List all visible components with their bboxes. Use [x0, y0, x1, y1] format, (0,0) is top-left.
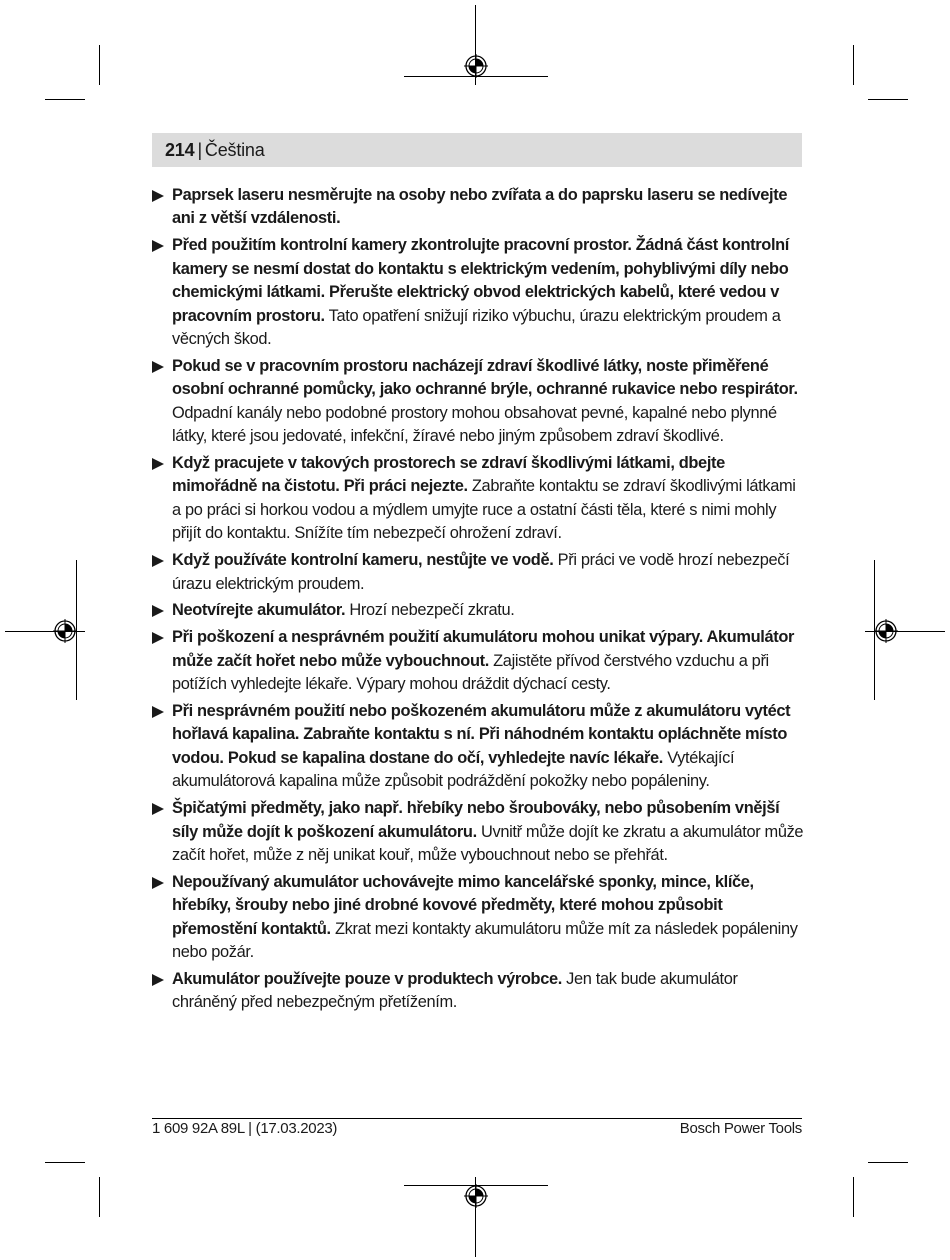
safety-item	[152, 549, 806, 596]
safety-item	[152, 700, 806, 794]
page-header	[152, 133, 802, 167]
safety-item-text: Uvnitř může dojít ke zkratu a akumulátor může začít hořet, může z něj unikat kouř, může vybouchnout nebo se přehřát.	[172, 822, 804, 864]
footer-divider	[152, 1118, 802, 1119]
bullet-arrow-icon	[152, 803, 164, 815]
safety-item-bold: Při nesprávném použití nebo poškozeném akumulátoru může z akumulátoru vytéct hořlavá kapalina. Zabraňte kontaktu s ní. Při náhodném kontaktu opláchněte místo vodou. Pokud se kapalina dostane do očí, vyhledejte navíc lékaře.	[172, 702, 791, 767]
safety-item-bold: Akumulátor používejte pouze v produktech výrobce.	[172, 970, 562, 988]
safety-item	[152, 871, 806, 965]
registration-target-icon	[53, 619, 77, 643]
safety-item-bold: Při poškození a nesprávném použití akumulátoru mohou unikat výpary. Akumulátor může začít hořet nebo může vybouchnout.	[172, 628, 795, 670]
safety-item-bold: Před použitím kontrolní kamery zkontrolujte pracovní prostor. Žádná část kontrolní kamery se nesmí dostat do kontaktu s elektrickým vedením, pohyblivými díly nebo chemickými látkami. Přerušte elektrický obvod elektrických kabelů, které vedou v pracovním prostoru.	[172, 236, 790, 325]
safety-item-bold: Když používáte kontrolní kameru, nestůjte ve vodě.	[172, 551, 554, 570]
bullet-arrow-icon	[152, 974, 164, 986]
safety-item-text: Odpadní kanály nebo podobné prostory mohou obsahovat pevné, kapalné nebo plynné látky, které jsou jedovaté, infekční, žíravé nebo jiným způsobem zdraví škodlivé.	[172, 403, 777, 446]
bullet-arrow-icon	[152, 240, 164, 252]
safety-item	[152, 184, 806, 231]
crop-mark	[99, 1177, 100, 1217]
safety-item-text: Zabraňte kontaktu se zdraví škodlivými látkami a po práci si horkou vodou a mýdlem umyjte ruce a ostatní části těla, které s nimi mohly přijít do kontaktu. Snížíte tím nebezpečí ohrožení zdraví.	[172, 477, 796, 543]
bullet-arrow-icon	[152, 706, 164, 718]
safety-item-bold: Pokud se v pracovním prostoru nacházejí zdraví škodlivé látky, noste přiměřené osobní ochranné pomůcky, jako ochranné brýle, ochranné rukavice nebo respirátor.	[172, 356, 798, 399]
header-separator: |	[197, 139, 202, 160]
safety-item-text: Vytékající akumulátorová kapalina může způsobit podráždění pokožky nebo popáleniny.	[172, 748, 735, 791]
safety-item	[152, 234, 806, 351]
bullet-arrow-icon	[152, 632, 164, 644]
document-id: 1 609 92A 89L | (17.03.2023)	[152, 1120, 338, 1137]
crop-mark	[868, 99, 908, 100]
bullet-arrow-icon	[152, 877, 164, 889]
crop-mark	[45, 99, 85, 100]
registration-target-icon	[874, 619, 898, 643]
crop-mark	[853, 1177, 854, 1217]
bullet-arrow-icon	[152, 190, 164, 202]
safety-item	[152, 452, 806, 546]
publisher-name: Bosch Power Tools	[679, 1120, 802, 1137]
safety-item-text: Zajistěte přívod čerstvého vzduchu a při potížích vyhledejte lékaře. Výpary mohou dráždit dýchací cesty.	[172, 651, 769, 694]
safety-item-bold: Když pracujete v takových prostorech se zdraví škodlivými látkami, dbejte mimořádně na čistotu. Při práci nejezte.	[172, 453, 725, 496]
bullet-arrow-icon	[152, 605, 164, 617]
safety-item	[152, 968, 806, 1015]
safety-item-text: Jen tak bude akumulátor chráněný před nebezpečným přetížením.	[172, 970, 738, 1012]
registration-target-icon	[464, 54, 488, 78]
safety-item	[152, 797, 806, 867]
bullet-arrow-icon	[152, 361, 164, 373]
safety-item-bold: Špičatými předměty, jako např. hřebíky nebo šroubováky, nebo působením vnější síly může dojít k poškození akumulátoru.	[172, 799, 780, 841]
safety-item-bold: Paprsek laseru nesměrujte na osoby nebo zvířata a do paprsku laseru se nedívejte ani z větší vzdálenosti.	[172, 186, 788, 228]
bullet-arrow-icon	[152, 555, 164, 567]
safety-item	[152, 355, 806, 449]
safety-item	[152, 626, 806, 696]
crop-mark	[45, 1162, 85, 1163]
safety-item-bold: Nepoužívaný akumulátor uchovávejte mimo kancelářské sponky, mince, klíče, hřebíky, šrouby nebo jiné drobné kovové předměty, které mohou způsobit přemostění kontaktů.	[172, 872, 754, 938]
safety-item	[152, 599, 806, 622]
safety-item-bold: Neotvírejte akumulátor.	[172, 601, 346, 620]
safety-item-text: Tato opatření snižují riziko výbuchu, úrazu elektrickým proudem a věcných škod.	[172, 306, 781, 348]
safety-item-text: Hrozí nebezpečí zkratu.	[345, 601, 515, 620]
registration-target-icon	[464, 1184, 488, 1208]
crop-mark	[99, 45, 100, 85]
crop-mark	[868, 1162, 908, 1163]
safety-item-text: Při práci ve vodě hrozí nebezpečí úrazu elektrickým proudem.	[172, 551, 790, 593]
bullet-arrow-icon	[152, 458, 164, 470]
page-number: 214	[165, 139, 195, 160]
language-label: Čeština	[204, 139, 265, 160]
safety-item-text: Zkrat mezi kontakty akumulátoru může mít za následek popáleniny nebo požár.	[172, 919, 798, 962]
safety-list	[152, 184, 806, 1018]
crop-mark	[853, 45, 854, 85]
